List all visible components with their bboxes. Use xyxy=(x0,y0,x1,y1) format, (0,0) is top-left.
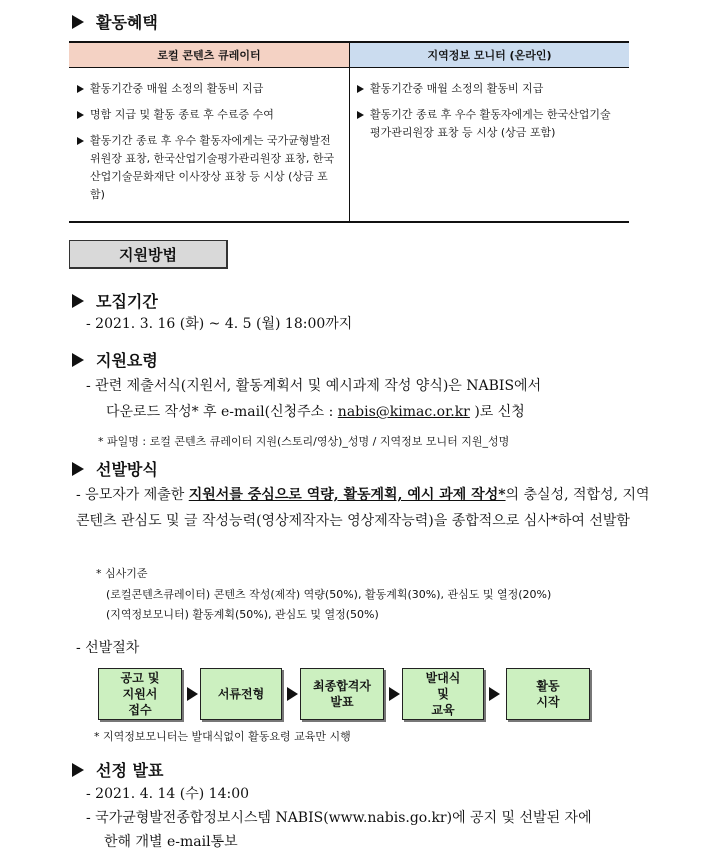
selection-paragraph: - 응모자가 제출한 지원서를 중심으로 역량, 활동계획, 예시 과제 작성*의 충실성, 적합성, 지역 콘텐츠 관심도 및 글 작성능력(영상제작자는 영상제작능력)을 종합적으로 심사*하여 선발함 xyxy=(76,487,650,529)
step-box: 공고 및 지원서 접수 xyxy=(98,668,182,720)
table-header-region-monitor: 지역정보 모니터 (온라인) xyxy=(350,43,629,68)
list-item: 활동기간 종료 후 우수 활동자에게는 국가균형발전위원장 표창, 한국산업기술평가관리원장 표창, 한국산업기술문화재단 이사장상 표창 등 시상 (상금 포함) xyxy=(77,132,339,204)
triangle-bullet-icon xyxy=(72,462,84,476)
benefits-table xyxy=(69,41,629,223)
section-title-box: 지원방법 xyxy=(69,240,228,269)
arrow-right-icon xyxy=(187,687,198,701)
announce-line-1: - 국가균형발전종합정보시스템 NABIS(www.nabis.go.kr)에 공지 및 선발된 자에 xyxy=(86,810,592,826)
step-box: 서류전형 xyxy=(200,668,282,720)
guide-line-2: 다운로드 작성* 후 e-mail(신청주소 : nabis@kimac.or.kr )로 신청 xyxy=(106,404,525,420)
recruit-heading: 모집기간 xyxy=(72,289,158,312)
announce-heading: 선정 발표 xyxy=(72,758,163,781)
guide-line-1: - 관련 제출서식(지원서, 활동계획서 및 예시과제 작성 양식)은 NABIS에서 xyxy=(86,378,542,394)
triangle-bullet-icon xyxy=(72,763,84,777)
triangle-bullet-icon xyxy=(77,137,84,145)
list-item: 활동기간중 매월 소정의 활동비 지급 xyxy=(357,80,619,98)
list-item: 활동기간중 매월 소정의 활동비 지급 xyxy=(77,80,339,98)
arrow-right-icon xyxy=(389,687,400,701)
procedure-label: - 선발절차 xyxy=(76,640,140,656)
announce-line-2: 한해 개별 e-mail통보 xyxy=(104,834,238,850)
triangle-bullet-icon xyxy=(77,111,84,119)
guide-heading: 지원요령 xyxy=(72,348,158,371)
triangle-bullet-icon xyxy=(72,294,84,308)
triangle-bullet-icon xyxy=(72,15,84,29)
arrow-right-icon xyxy=(489,687,500,701)
triangle-bullet-icon xyxy=(77,85,84,93)
table-header-local-curator: 로컬 콘텐츠 큐레이터 xyxy=(69,43,350,68)
table-column-divider xyxy=(349,67,350,221)
list-item: 명함 지급 및 활동 종료 후 수료증 수여 xyxy=(77,106,339,124)
triangle-bullet-icon xyxy=(357,111,364,119)
criteria-local-curator: (로컬콘텐츠큐레이터) 콘텐츠 작성(제작) 역량(50%), 활동계획(30%), 관심도 및 열정(20%) xyxy=(106,588,552,601)
local-curator-benefits xyxy=(77,80,339,212)
selection-heading: 선발방식 xyxy=(72,457,158,480)
triangle-bullet-icon xyxy=(72,353,84,367)
emphasis-text: 지원서를 중심으로 역량, 활동계획, 예시 과제 작성* xyxy=(188,487,506,503)
region-monitor-benefits xyxy=(357,80,619,150)
step-box: 최종합격자 발표 xyxy=(300,668,384,720)
file-name-note: * 파일명 : 로컬 콘텐츠 큐레이터 지원(스토리/영상)_성명 / 지역정보 모니터 지원_성명 xyxy=(98,435,510,448)
criteria-region-monitor: (지역정보모니터) 활동계획(50%), 관심도 및 열정(50%) xyxy=(106,608,379,621)
benefits-heading: 활동혜택 xyxy=(72,10,158,33)
step-box: 발대식 및 교육 xyxy=(402,668,484,720)
recruit-period: - 2021. 3. 16 (화) ~ 4. 5 (월) 18:00까지 xyxy=(86,316,353,332)
triangle-bullet-icon xyxy=(357,85,364,93)
criteria-label: * 심사기준 xyxy=(96,567,148,580)
procedure-note: * 지역정보모니터는 발대식없이 활동요령 교육만 시행 xyxy=(94,730,351,743)
step-box: 활동 시작 xyxy=(506,668,590,720)
announce-date: - 2021. 4. 14 (수) 14:00 xyxy=(86,786,250,802)
email-link[interactable]: nabis@kimac.or.kr xyxy=(337,404,470,420)
arrow-right-icon xyxy=(287,687,298,701)
list-item: 활동기간 종료 후 우수 활동자에게는 한국산업기술평가관리원장 표창 등 시상 (상금 포함) xyxy=(357,106,619,142)
